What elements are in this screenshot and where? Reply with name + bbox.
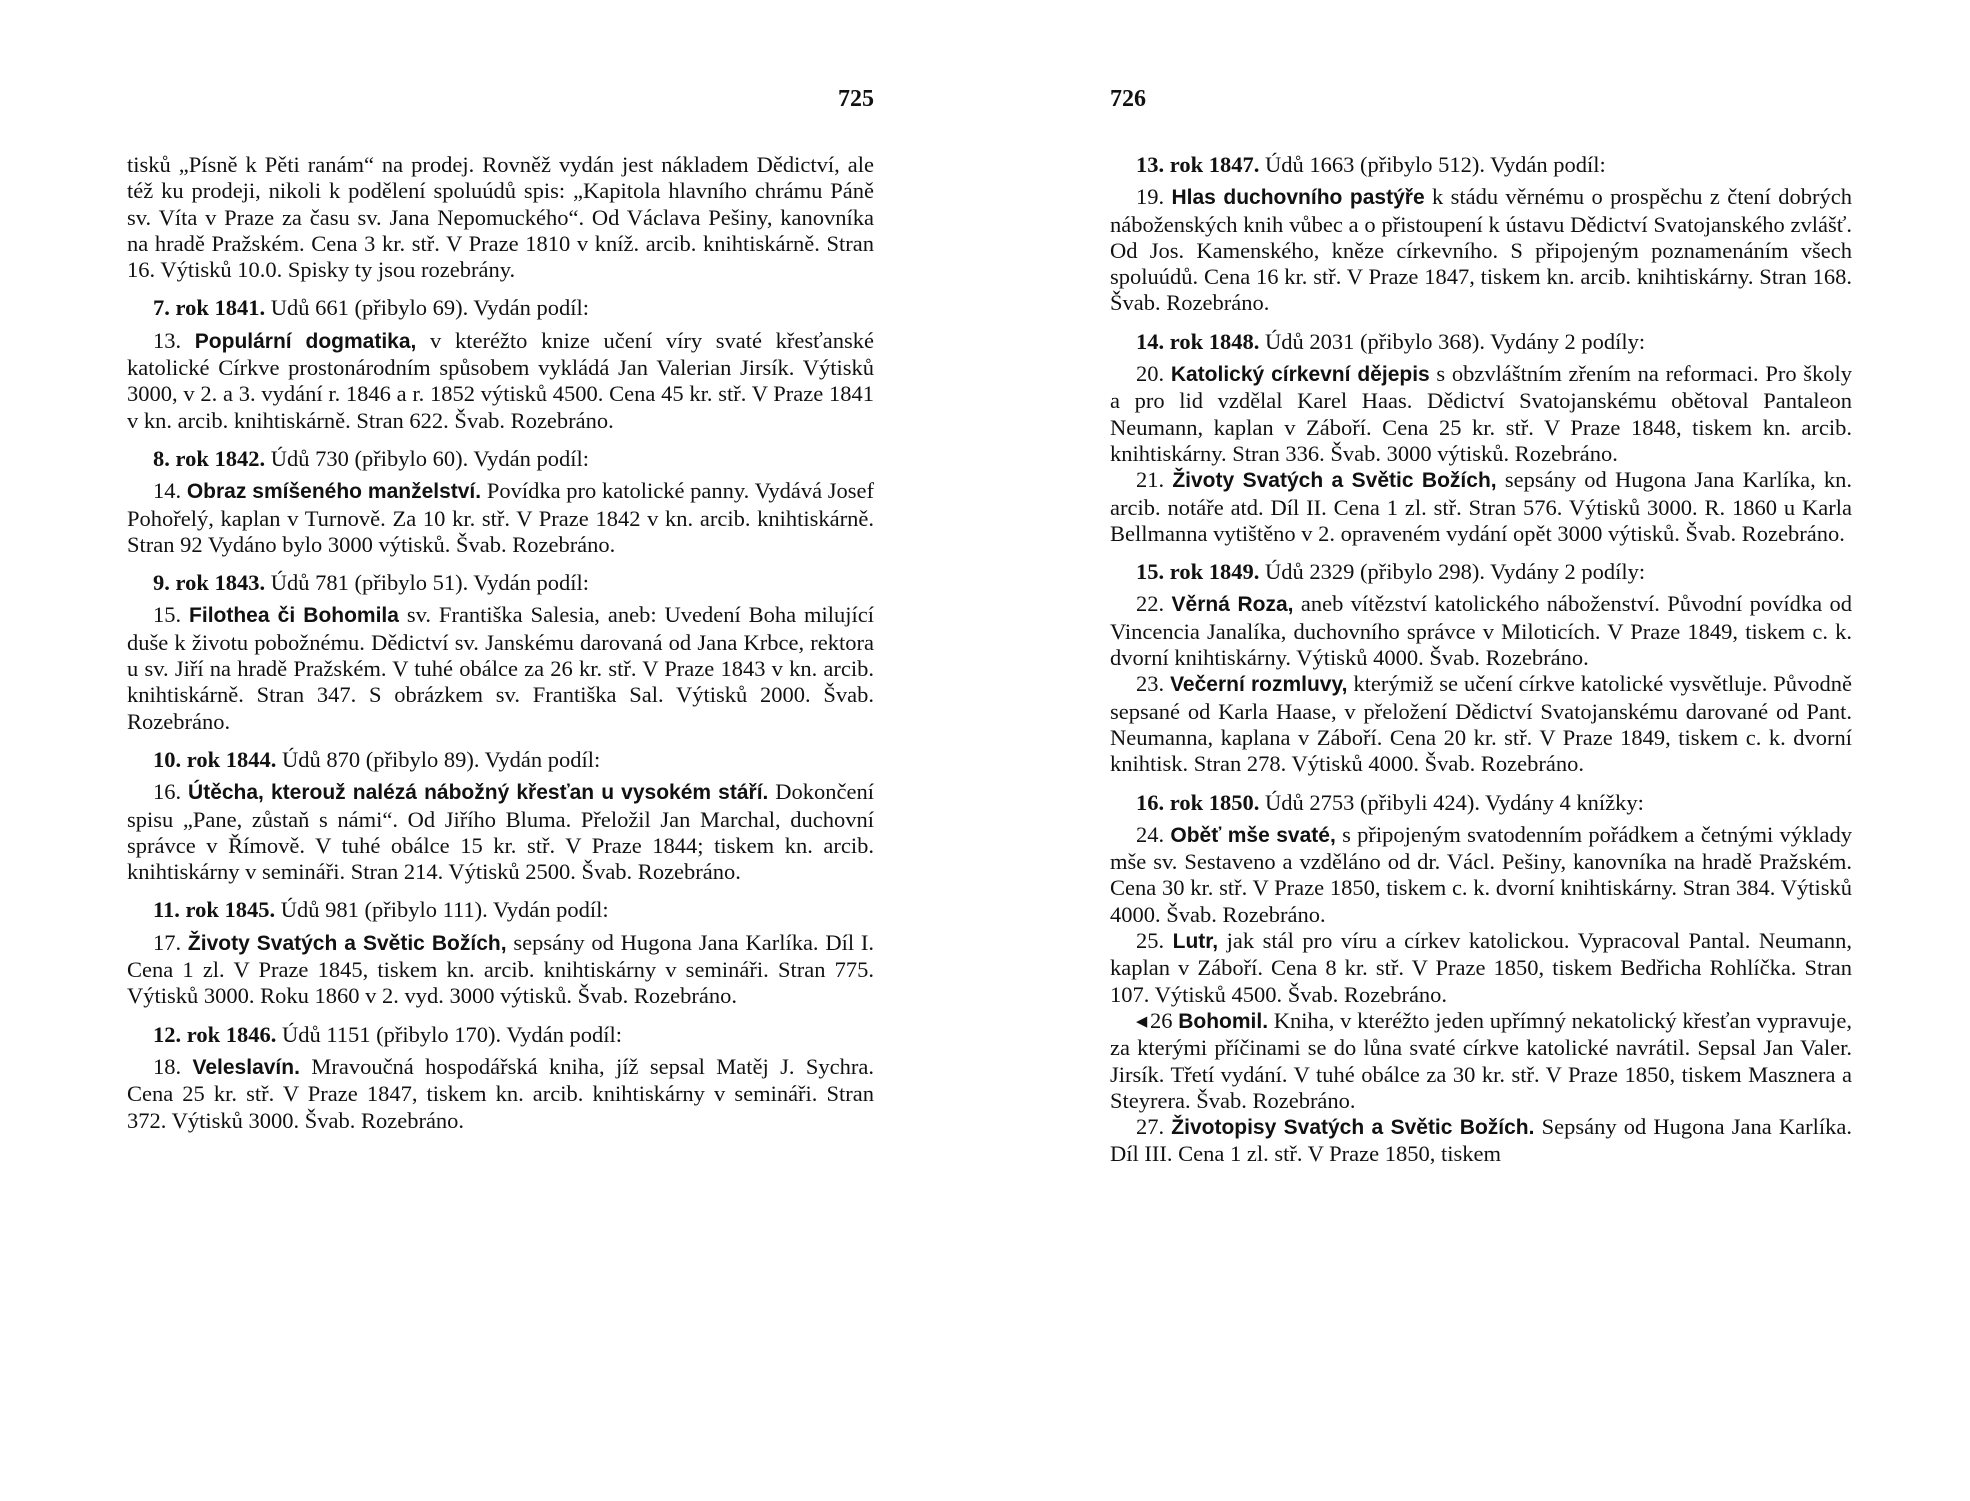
entry-number: 27. xyxy=(1136,1114,1165,1140)
entry-number: 14. xyxy=(153,478,182,504)
year-summary: Údů 1663 (přibylo 512). Vydán podíl: xyxy=(1264,152,1606,177)
catalog-entry xyxy=(1110,1008,1852,1114)
entry-title: Životy Svatých a Světic Božích, xyxy=(187,931,507,955)
year-heading xyxy=(1110,790,1852,816)
entry-number: 18. xyxy=(153,1053,182,1079)
section-gap xyxy=(127,283,874,295)
entry-text: sv. Františka Salesia, aneb: Uvedení Boha milující duše k životu pobožnému. Dědictví sv. Janskému darovaná od Jana Krbce, rektora u sv. Jiří na hradě Pražském. V tuhé obálce za 26 kr. stř. V Praze 1843 v kn. arcib. knihtiskárně. Stran 347. S obrázkem sv. Františka Sal. Výtisků 2000. Švab. Rozebráno. xyxy=(127,602,874,734)
entry-number: 13. xyxy=(153,327,182,353)
year-summary: Údů 2329 (přibylo 298). Vydány 2 podíly: xyxy=(1264,559,1646,585)
entry-title: Hlas duchovního pastýře xyxy=(1171,186,1425,210)
year-summary: Údů 730 (přibylo 60). Vydán podíl: xyxy=(270,445,590,471)
entry-text: v kteréžto knize učení víry svaté křesťanské katolické Církve prostonárodním spůsobem vykládá Jan Valerian Jirsík. Výtisků 3000, v 2. a 3. vydání r. 1846 a r. 1852 výtisků 4500. Cena 45 kr. stř. V Praze 1841 v kn. arcib. knihtiskárně. Stran 622. Švab. Rozebráno. xyxy=(127,327,875,433)
section-gap xyxy=(1110,317,1852,329)
entry-number: 25. xyxy=(1136,928,1165,954)
entry-number: 24. xyxy=(1136,821,1165,847)
section-gap xyxy=(127,1010,874,1022)
entry-text: Sepsány od Hugona Jana Karlíka. Díl III. Cena 1 zl. stř. V Praze 1850, tiskem xyxy=(1110,1114,1853,1167)
year-label: 13. rok 1847. xyxy=(1136,152,1260,177)
section-gap xyxy=(1110,778,1852,790)
year-label: 9. rok 1843. xyxy=(153,570,266,596)
entry-number: 21. xyxy=(1136,467,1165,493)
year-summary: Udů 661 (přibylo 69). Vydán podíl: xyxy=(270,295,590,321)
year-heading xyxy=(127,295,874,321)
year-label: 12. rok 1846. xyxy=(153,1021,277,1047)
section-gap xyxy=(127,735,874,747)
entry-title: Obraz smíšeného manželství. xyxy=(186,480,482,504)
entry-title: Životopisy Svatých a Světic Božích. xyxy=(1171,1116,1535,1140)
entry-title: Lutr, xyxy=(1172,930,1219,954)
entry-title: Bohomil. xyxy=(1178,1009,1269,1033)
catalog-entry xyxy=(127,779,874,885)
year-label: 16. rok 1850. xyxy=(1136,789,1260,815)
catalog-entry xyxy=(1110,928,1852,1008)
year-label: 15. rok 1849. xyxy=(1136,559,1260,585)
entry-title: Večerní rozmluvy, xyxy=(1170,673,1348,697)
entry-title: Filothea či Bohomila xyxy=(189,604,399,628)
entry-title: Životy Svatých a Světic Božích, xyxy=(1172,469,1497,493)
year-summary: Údů 870 (přibylo 89). Vydán podíl: xyxy=(281,746,601,772)
year-heading xyxy=(1110,152,1852,178)
year-heading xyxy=(127,446,874,472)
year-heading xyxy=(127,570,874,596)
bullet-marker: ◂ xyxy=(1136,1007,1148,1033)
entry-text: sepsány od Hugona Jana Karlíka. Díl I. Cena 1 zl. V Praze 1845, tiskem kn. arcib. knihtiskárny v semináři. Stran 775. Výtisků 3000. Roku 1860 v 2. vyd. 3000 výtisků. Švab. Rozebráno. xyxy=(127,929,875,1009)
catalog-entry xyxy=(127,478,874,558)
catalog-entry xyxy=(127,152,874,283)
right-page-content xyxy=(1110,152,1852,1168)
entry-text: tisků „Písně k Pěti ranám“ na prodej. Rovněž vydán jest nákladem Dědictví, ale též ku prodeji, nikoli k podělení spoluúdů spis: „Kapitola hlavního chrámu Páně sv. Víta v Praze za času sv. Jana Nepomuckého“. Od Václava Pešiny, kanovníka na hradě Pražském. Cena 3 kr. stř. V Praze 1810 v kníž. arcib. knihtiskárně. Stran 16. Výtisků 10.0. Spisky ty jsou rozebrány. xyxy=(127,152,874,283)
entry-number: 23. xyxy=(1136,671,1165,697)
catalog-entry xyxy=(127,602,874,734)
section-gap xyxy=(127,885,874,897)
page-number-right: 726 xyxy=(1110,86,1146,112)
year-summary: Údů 2753 (přibyli 424). Vydány 4 knížky: xyxy=(1264,789,1644,815)
catalog-entry xyxy=(1110,671,1852,777)
entry-text: Povídka pro katolické panny. Vydává Josef Pohořelý, kaplan v Turnově. Za 10 kr. stř. V Praze 1842 v kn. arcib. knihtiskárně. Stran 92 Vydáno bylo 3000 výtisků. Švab. Rozebráno. xyxy=(127,478,875,557)
entry-text: jak stál pro víru a církev katolickou. Vypracoval Pantal. Neumann, kaplan v Záboří. Cena 8 kr. stř. V Praze 1850, tiskem Bedřicha Rohlíčka. Stran 107. Výtisků 4500. Švab. Rozebráno. xyxy=(1110,928,1853,1007)
entry-title: Veleslavín. xyxy=(192,1055,300,1079)
entry-text: s připojeným svatodenním pořádkem a četnými výklady mše sv. Sestaveno a vzděláno od dr. Václ. Pešiny, kanovníka na hradě Pražském. Cena 30 kr. stř. V Praze 1850, tiskem c. k. dvorní knihtiskárny. Stran 384. Výtisků 4000. Švab. Rozebráno. xyxy=(1110,821,1853,927)
entry-number: 19. xyxy=(1136,184,1165,210)
entry-text: sepsány od Hugona Jana Karlíka, kn. arcib. notáře atd. Díl II. Cena 1 zl. stř. Stran 576. Výtisků 3000. R. 1860 u Karla Bellmanna vytištěno v 2. opraveném vydání opět 3000 výtisků. Švab. Rozebráno. xyxy=(1110,467,1853,546)
section-gap xyxy=(127,434,874,446)
year-summary: Údů 1151 (přibylo 170). Vydán podíl: xyxy=(281,1021,622,1047)
year-heading xyxy=(1110,329,1852,355)
year-heading xyxy=(1110,559,1852,585)
catalog-entry xyxy=(1110,822,1852,928)
year-heading xyxy=(127,897,874,923)
catalog-entry xyxy=(127,328,874,434)
year-heading xyxy=(127,1022,874,1048)
catalog-entry xyxy=(1110,1114,1852,1168)
entry-text: aneb vítězství katolického náboženství. Původní povídka od Vincencia Janalíka, duchovního správce v Miloticích. V Praze 1849, tiskem c. k. dvorní knihtiskárny. Výtisků 4000. Švab. Rozebráno. xyxy=(1110,591,1852,671)
entry-number: 16. xyxy=(153,779,182,805)
entry-text: k stádu věrnému o prospěchu z čtení dobrých náboženských knih vůbec a o přistoupení k ústavu Dědictví Svatojanského zvlášť. Od Jos. Kamenského, kněze církevního. S připojeným poznamenáním všech spoluúdů. Cena 16 kr. stř. V Praze 1847, tiskem kn. arcib. knihtiskárny. Stran 168. Švab. Rozebráno. xyxy=(1110,184,1853,316)
year-label: 14. rok 1848. xyxy=(1136,328,1260,354)
year-summary: Údů 2031 (přibylo 368). Vydány 2 podíly: xyxy=(1264,328,1646,354)
year-label: 11. rok 1845. xyxy=(153,897,276,923)
entry-title: Oběť mše svaté, xyxy=(1170,823,1336,847)
year-heading xyxy=(127,747,874,773)
entry-number: 15. xyxy=(153,602,182,628)
year-label: 7. rok 1841. xyxy=(153,295,266,321)
catalog-entry xyxy=(1110,361,1852,467)
year-summary: Údů 781 (přibylo 51). Vydán podíl: xyxy=(270,570,590,596)
entry-number: 22. xyxy=(1136,591,1165,617)
entry-title: Útěcha, kterouž nalézá nábožný křesťan u vysokém stáří. xyxy=(188,781,769,805)
entry-title: Populární dogmatika, xyxy=(194,329,417,353)
entry-text: Mravoučná hospodářská kniha, jíž sepsal Matěj J. Sychra. Cena 25 kr. stř. V Praze 1847, tiskem kn. arcib. knihtiskárny v semináři. Stran 372. Výtisků 3000. Švab. Rozebráno. xyxy=(127,1053,875,1133)
page-number-left: 725 xyxy=(838,86,874,112)
section-gap xyxy=(127,558,874,570)
catalog-entry xyxy=(127,930,874,1010)
catalog-entry xyxy=(1110,591,1852,671)
entry-text: kterýmiž se učení církve katolické vysvětluje. Původně sepsané od Karla Haase, v přeložení Dědictví Svatojanskému darované od Pant. Neumanna, kaplana v Záboří. Cena 20 kr. stř. V Praze 1849, tiskem c. k. dvorní knihtisk. Stran 278. Výtisků 4000. Švab. Rozebráno. xyxy=(1110,671,1853,777)
section-gap xyxy=(1110,547,1852,559)
entry-number: 17. xyxy=(153,929,182,955)
entry-text: Dokončení spisu „Pane, zůstaň s námi“. Od Jiřího Bluma. Přeložil Jan Marchal, duchovní správce v Římově. V tuhé obálce 15 kr. stř. V Praze 1844; tiskem kn. arcib. knihtiskárny v semináři. Stran 214. Výtisků 2500. Švab. Rozebráno. xyxy=(127,779,875,885)
catalog-entry xyxy=(127,1054,874,1134)
catalog-entry xyxy=(1110,184,1852,316)
year-summary: Údů 981 (přibylo 111). Vydán podíl: xyxy=(280,897,609,923)
entry-title: Katolický církevní dějepis xyxy=(1170,363,1430,387)
entry-text: s obzvláštním zřením na reformaci. Pro školy a pro lid vzdělal Karel Haas. Dědictví Svatojanskému obětoval Pantaleon Neumann, kaplan v Záboří. Cena 25 kr. stř. V Praze 1848, tiskem kn. arcib. knihtiskárny. Stran 336. Švab. 3000 výtisků. Rozebráno. xyxy=(1110,361,1853,466)
entry-number: 20. xyxy=(1136,361,1165,387)
entry-text: Kniha, v kteréžto jeden upřímný nekatolický křesťan vypravuje, za kterými příčinami se do lůna svaté církve katolické navrátil. Sepsal Jan Valer. Jirsík. Třetí vydání. V tuhé obálce za 30 kr. stř. V Praze 1850, tiskem Masznera a Steyrera. Švab. Rozebráno. xyxy=(1110,1007,1853,1113)
entry-number: 26 xyxy=(1150,1007,1173,1033)
entry-title: Věrná Roza, xyxy=(1171,593,1294,617)
year-label: 10. rok 1844. xyxy=(153,746,277,772)
left-page-content xyxy=(127,152,874,1134)
year-label: 8. rok 1842. xyxy=(153,445,266,471)
catalog-entry xyxy=(1110,467,1852,547)
